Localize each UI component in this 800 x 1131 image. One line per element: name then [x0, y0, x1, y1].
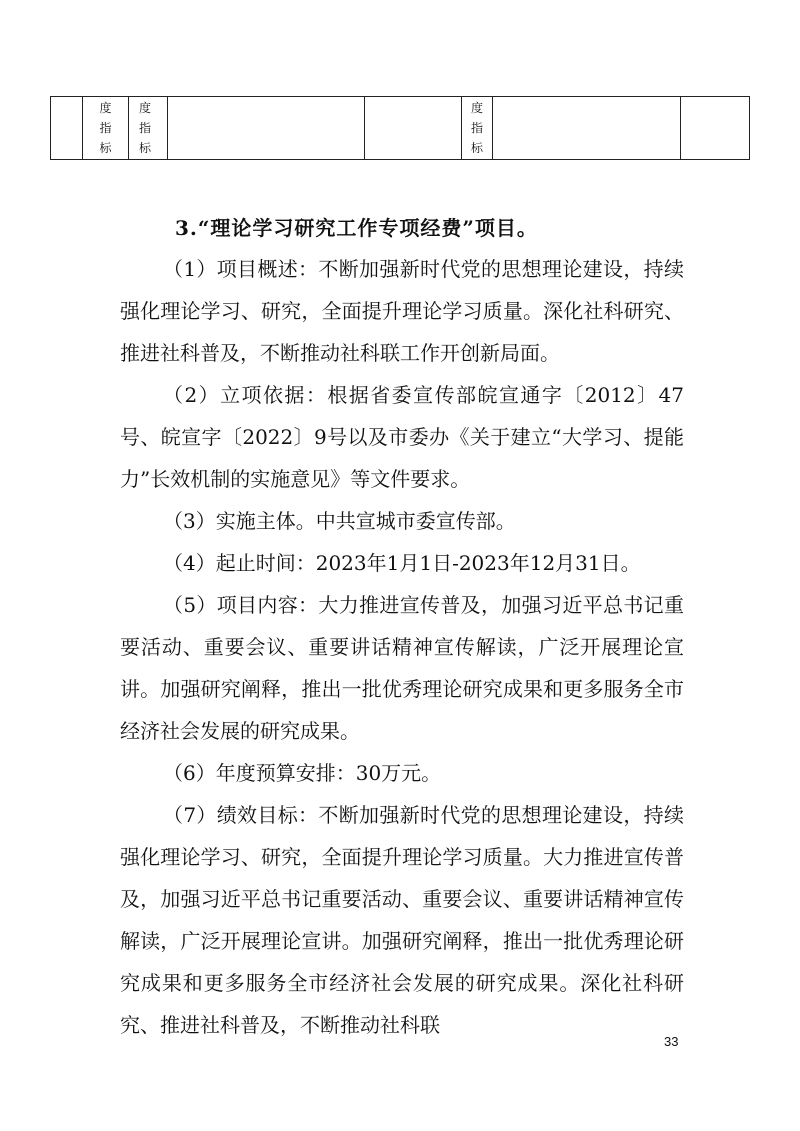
table-cell-col3	[129, 97, 168, 160]
table-row	[51, 97, 750, 160]
section-title: 3.“理论学习研究工作专项经费”项目。	[175, 216, 538, 240]
table-cell-col2	[83, 97, 129, 160]
body-text	[120, 248, 684, 1046]
page-number: 33	[664, 1034, 679, 1049]
cell-char: 度	[471, 101, 484, 115]
paragraph-targets: （7）绩效目标：不断加强新时代党的思想理论建设，持续强化理论学习、研究，全面提升理论学习质量。大力推进宣传普及，加强习近平总书记重要活动、重要会议、重要讲话精神宣传解读，广泛开展理论宣讲。加强研究阐释，推出一批优秀理论研究成果和更多服务全市经济社会发展的研究成果。深化社科研究、推进社科普及，不断推动社科联	[120, 803, 684, 1037]
table-cell-empty	[681, 97, 750, 160]
cell-char: 标	[471, 141, 484, 155]
cell-char: 指	[139, 121, 152, 135]
paragraph-period: （4）起止时间：2023年1月1日-2023年12月31日。	[163, 551, 641, 575]
cell-char: 度	[99, 101, 112, 115]
table-cell-empty	[51, 97, 83, 160]
paragraph-entity: （3）实施主体。中共宣城市委宣传部。	[163, 509, 516, 533]
paragraph-budget: （6）年度预算安排：30万元。	[163, 761, 442, 785]
table-cell-empty	[493, 97, 681, 160]
paragraph-basis: （2）立项依据：根据省委宣传部皖宣通字〔2012〕47号、皖宣字〔2022〕9号以及市委办《关于建立“大学习、提能力”长效机制的实施意见》等文件要求。	[120, 383, 684, 491]
table-cell-empty	[168, 97, 365, 160]
cell-char: 度	[139, 101, 152, 115]
table-fragment	[50, 96, 750, 160]
cell-char: 指	[471, 121, 484, 135]
cell-char: 标	[99, 141, 112, 155]
paragraph-content: （5）项目内容：大力推进宣传普及，加强习近平总书记重要活动、重要会议、重要讲话精神宣传解读，广泛开展理论宣讲。加强研究阐释，推出一批优秀理论研究成果和更多服务全市经济社会发展的研究成果。	[120, 593, 684, 743]
paragraph-overview: （1）项目概述：不断加强新时代党的思想理论建设，持续强化理论学习、研究，全面提升理论学习质量。深化社科研究、推进社科普及，不断推动社科联工作开创新局面。	[120, 257, 684, 365]
cell-char: 指	[99, 121, 112, 135]
table-cell-col5	[462, 97, 493, 160]
table-cell-empty	[365, 97, 462, 160]
cell-char: 标	[139, 141, 152, 155]
